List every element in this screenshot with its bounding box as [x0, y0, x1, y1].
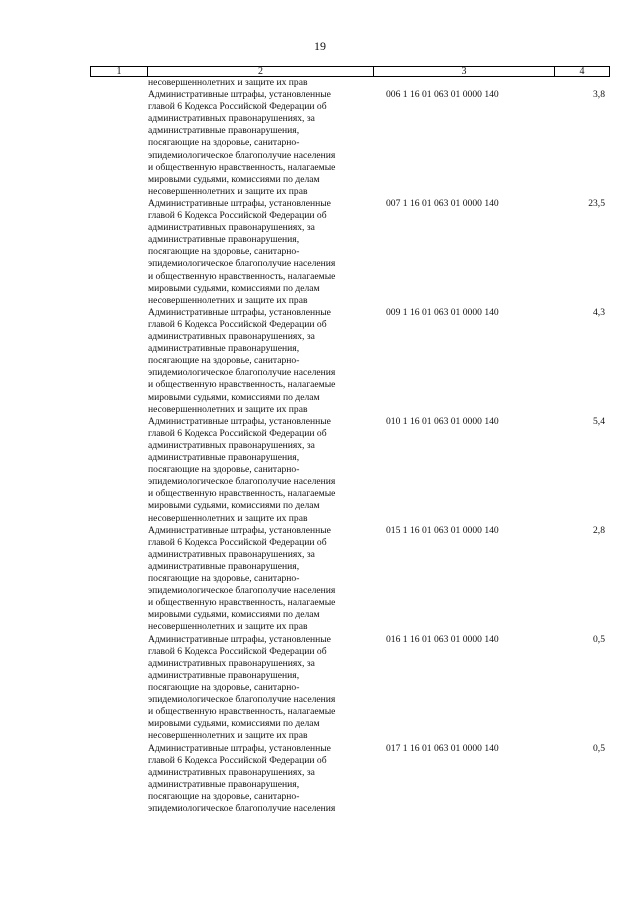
description-line: Административные штрафы, установленные: [148, 198, 331, 209]
description-line: эпидемиологическое благополучие населения: [148, 258, 336, 270]
description-line: эпидемиологическое благополучие населения: [148, 367, 336, 379]
budget-classification-code: 015 1 16 01 063 01 0000 140: [386, 524, 499, 536]
description-line: эпидемиологическое благополучие населения: [148, 476, 336, 488]
row-description: [148, 634, 373, 743]
description-line: административные правонарушения,: [148, 669, 300, 681]
description-line: административные правонарушения,: [148, 343, 300, 355]
description-line: и общественную нравственность, налагаемые: [148, 597, 336, 609]
amount-value: 4,3: [593, 306, 605, 318]
amount-value: 0,5: [593, 742, 605, 754]
amount-value: 0,5: [593, 633, 605, 645]
budget-classification-code: 016 1 16 01 063 01 0000 140: [386, 633, 499, 645]
description-line: административных правонарушениях, за: [148, 113, 315, 125]
description-line: посягающие на здоровье, санитарно-: [148, 246, 300, 258]
description-line: главой 6 Кодекса Российской Федерации об: [148, 101, 327, 113]
description-line: несовершеннолетних и защите их прав: [148, 403, 308, 415]
page-number: 19: [314, 39, 326, 53]
budget-classification-code: 010 1 16 01 063 01 0000 140: [386, 415, 499, 427]
description-line: и общественную нравственность, налагаемые: [148, 379, 336, 391]
row-description: [148, 525, 373, 634]
description-line: главой 6 Кодекса Российской Федерации об: [148, 754, 327, 766]
description-line: главой 6 Кодекса Российской Федерации об: [148, 210, 327, 222]
row-description: [148, 307, 373, 416]
description-line: мировыми судьями, комиссиями по делам: [148, 173, 320, 185]
amount-value: 23,5: [588, 198, 605, 209]
description-line: эпидемиологическое благополучие населения: [148, 694, 336, 706]
amount-value: 3,8: [593, 89, 605, 101]
budget-classification-code: 017 1 16 01 063 01 0000 140: [386, 742, 499, 754]
row-description: [148, 416, 373, 525]
description-line: посягающие на здоровье, санитарно-: [148, 464, 300, 476]
description-line: мировыми судьями, комиссиями по делам: [148, 391, 320, 403]
description-line: Административные штрафы, установленные: [148, 633, 331, 645]
description-line: главой 6 Кодекса Российской Федерации об: [148, 645, 327, 657]
description-line: эпидемиологическое благополучие населения: [148, 585, 336, 597]
description-line: административных правонарушениях, за: [148, 331, 315, 343]
budget-classification-code: 006 1 16 01 063 01 0000 140: [386, 89, 499, 101]
description-line: несовершеннолетних и защите их прав: [148, 512, 308, 524]
description-line: административных правонарушениях, за: [148, 766, 315, 778]
description-line: несовершеннолетних и защите их прав: [148, 185, 308, 197]
description-line: административные правонарушения,: [148, 125, 300, 137]
description-line: эпидемиологическое благополучие населения: [148, 149, 336, 161]
description-line: главой 6 Кодекса Российской Федерации об: [148, 318, 327, 330]
description-line: посягающие на здоровье, санитарно-: [148, 681, 300, 693]
description-line: административных правонарушениях, за: [148, 439, 315, 451]
description-line: и общественную нравственность, налагаемые: [148, 270, 336, 282]
row-description: [148, 198, 373, 307]
description-line: Административные штрафы, установленные: [148, 742, 331, 754]
description-line: Административные штрафы, установленные: [148, 89, 331, 101]
continued-description-line: несовершеннолетних и защите их прав: [148, 77, 308, 88]
description-line: административные правонарушения,: [148, 560, 300, 572]
budget-classification-code: 009 1 16 01 063 01 0000 140: [386, 306, 499, 318]
row-description: [148, 743, 373, 816]
description-line: главой 6 Кодекса Российской Федерации об: [148, 427, 327, 439]
description-line: административные правонарушения,: [148, 452, 300, 464]
description-line: посягающие на здоровье, санитарно-: [148, 137, 300, 149]
description-line: административные правонарушения,: [148, 778, 300, 790]
table-header-row: [90, 66, 610, 77]
description-line: мировыми судьями, комиссиями по делам: [148, 718, 320, 730]
description-line: Административные штрафы, установленные: [148, 415, 331, 427]
description-line: главой 6 Кодекса Российской Федерации об: [148, 536, 327, 548]
description-line: и общественную нравственность, налагаемые: [148, 161, 336, 173]
description-line: административных правонарушениях, за: [148, 548, 315, 560]
amount-value: 5,4: [593, 415, 605, 427]
description-line: несовершеннолетних и защите их прав: [148, 730, 308, 742]
description-line: Административные штрафы, установленные: [148, 306, 331, 318]
description-line: мировыми судьями, комиссиями по делам: [148, 282, 320, 294]
description-line: мировыми судьями, комиссиями по делам: [148, 609, 320, 621]
description-line: посягающие на здоровье, санитарно-: [148, 573, 300, 585]
description-line: несовершеннолетних и защите их прав: [148, 294, 308, 306]
description-line: административных правонарушениях, за: [148, 222, 315, 234]
description-line: несовершеннолетних и защите их прав: [148, 621, 308, 633]
description-line: административные правонарушения,: [148, 234, 300, 246]
description-line: посягающие на здоровье, санитарно-: [148, 790, 300, 802]
description-line: посягающие на здоровье, санитарно-: [148, 355, 300, 367]
description-line: административных правонарушениях, за: [148, 657, 315, 669]
budget-classification-code: 007 1 16 01 063 01 0000 140: [386, 198, 499, 209]
column-header-2: 2: [148, 67, 374, 76]
column-header-1: 1: [91, 67, 148, 76]
description-line: мировыми судьями, комиссиями по делам: [148, 500, 320, 512]
description-line: эпидемиологическое благополучие населения: [148, 802, 336, 814]
description-line: Административные штрафы, установленные: [148, 524, 331, 536]
description-line: и общественную нравственность, налагаемые: [148, 488, 336, 500]
amount-value: 2,8: [593, 524, 605, 536]
column-header-4: 4: [579, 66, 585, 77]
description-line: и общественную нравственность, налагаемые: [148, 706, 336, 718]
row-description: [148, 89, 373, 198]
column-header-3: 3: [374, 67, 555, 76]
